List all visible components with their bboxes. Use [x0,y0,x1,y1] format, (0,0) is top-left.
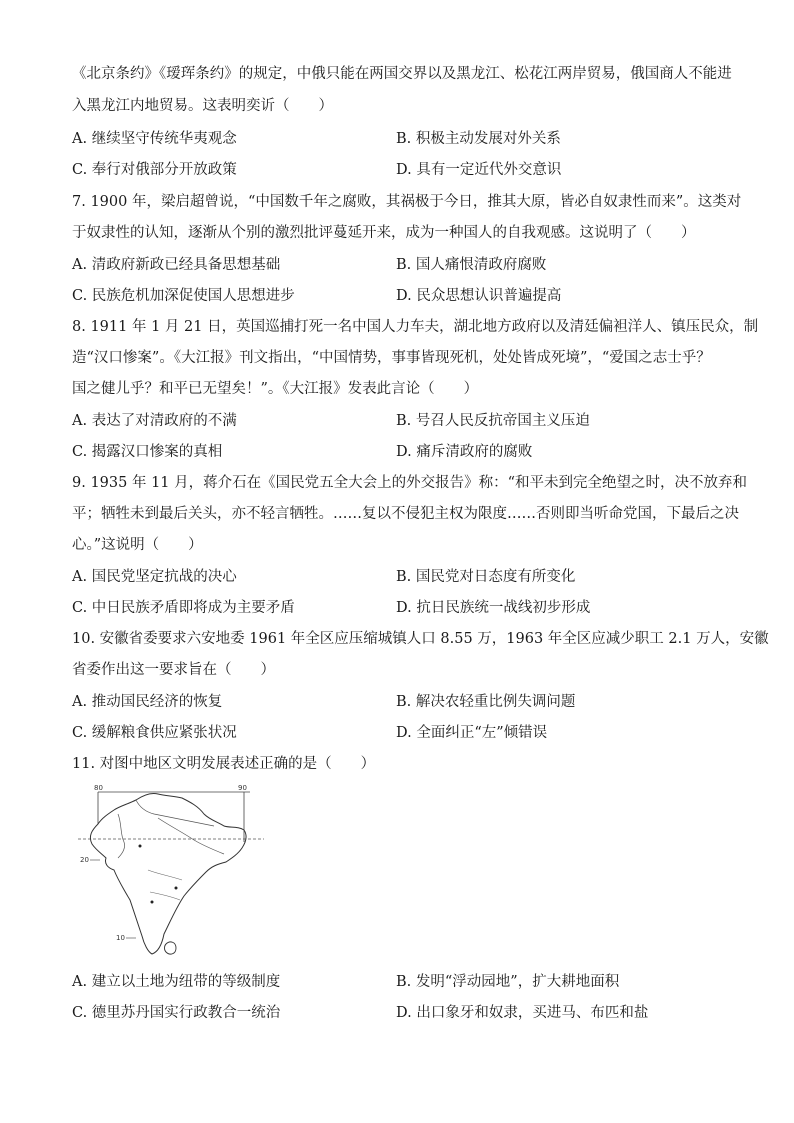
q9-stem-line-3: 心。”这说明（ ） [72,537,203,553]
q7-stem-line-2: 于奴隶性的认知，逐渐从个别的激烈批评蔓延开来，成为一种国人的自我观感。这说明了（ ） [72,225,696,241]
map-label-lon-90: 90 [238,784,247,792]
q8-option-a[interactable]: A. 表达了对清政府的不满 [72,413,237,429]
q7-option-d[interactable]: D. 民众思想认识普遍提高 [396,288,562,304]
q7-option-b[interactable]: B. 国人痛恨清政府腐败 [396,257,547,273]
q11-stem-line-1: 11. 对图中地区文明发展表述正确的是（ ） [72,756,376,772]
q11-option-a[interactable]: A. 建立以土地为纽带的等级制度 [72,974,281,990]
q6-option-c[interactable]: C. 奉行对俄部分开放政策 [72,162,237,178]
south-asia-map-figure [78,784,264,960]
map-label-lat-20: 20 [80,856,89,864]
q6-option-b[interactable]: B. 积极主动发展对外关系 [396,131,561,147]
q6-stem-line-2: 入黑龙江内地贸易。这表明奕䜣（ ） [72,98,333,114]
q10-stem-line-1: 10. 安徽省委要求六安地委 1961 年全区应压缩城镇人口 8.55 万，1963 年全区应减少职工 2.1 万人，安徽 [72,631,769,647]
q6-option-d[interactable]: D. 具有一定近代外交意识 [396,162,562,178]
q8-option-b[interactable]: B. 号召人民反抗帝国主义压迫 [396,413,590,429]
q11-option-d[interactable]: D. 出口象牙和奴隶，买进马、布匹和盐 [396,1005,649,1021]
q8-option-d[interactable]: D. 痛斥清政府的腐败 [396,444,533,460]
q6-stem-line-1: 《北京条约》《瑷珲条约》的规定，中俄只能在两国交界以及黑龙江、松花江两岸贸易，俄国商人不能进 [72,66,732,82]
q8-option-c[interactable]: C. 揭露汉口惨案的真相 [72,444,223,460]
q7-option-c[interactable]: C. 民族危机加深促使国人思想进步 [72,288,295,304]
q9-option-b[interactable]: B. 国民党对日态度有所变化 [396,569,576,585]
q10-option-d[interactable]: D. 全面纠正“左”倾错误 [396,725,548,741]
q7-stem-line-1: 7. 1900 年，梁启超曾说，“中国数千年之腐败，其祸极于今日，推其大原，皆必自奴隶性而来”。这类对 [72,194,742,210]
q9-option-c[interactable]: C. 中日民族矛盾即将成为主要矛盾 [72,600,295,616]
q11-option-c[interactable]: C. 德里苏丹国实行政教合一统治 [72,1005,281,1021]
q9-stem-line-1: 9. 1935 年 11 月，蒋介石在《国民党五全大会上的外交报告》称：“和平未到完全绝望之时，决不放弃和 [72,475,748,491]
q9-stem-line-2: 平；牺牲未到最后关头，亦不轻言牺牲。……复以不侵犯主权为限度……否则即当听命党国，下最后之决 [72,506,739,522]
q9-option-d[interactable]: D. 抗日民族统一战线初步形成 [396,600,591,616]
q8-stem-line-2: 造“汉口惨案”。《大江报》刊文指出，“中国情势，事事皆现死机，处处皆成死境”，“爱国之志士乎？ [72,350,711,366]
q10-option-b[interactable]: B. 解决农轻重比例失调问题 [396,694,576,710]
q10-option-a[interactable]: A. 推动国民经济的恢复 [72,694,223,710]
q11-option-b[interactable]: B. 发明“浮动园地”，扩大耕地面积 [396,974,620,990]
south-asia-map [78,784,264,960]
map-label-lat-10: 10 [116,934,125,942]
q8-stem-line-3: 国之健儿乎？和平已无望矣！”。《大江报》发表此言论（ ） [72,381,479,397]
q9-option-a[interactable]: A. 国民党坚定抗战的决心 [72,569,237,585]
q6-option-a[interactable]: A. 继续坚守传统华夷观念 [72,131,237,147]
q10-option-c[interactable]: C. 缓解粮食供应紧张状况 [72,725,237,741]
map-label-lon-80: 80 [94,784,103,792]
q10-stem-line-2: 省委作出这一要求旨在（ ） [72,662,275,678]
q7-option-a[interactable]: A. 清政府新政已经具备思想基础 [72,257,281,273]
q8-stem-line-1: 8. 1911 年 1 月 21 日，英国巡捕打死一名中国人力车夫，湖北地方政府以及清廷偏袒洋人、镇压民众，制 [72,319,759,335]
